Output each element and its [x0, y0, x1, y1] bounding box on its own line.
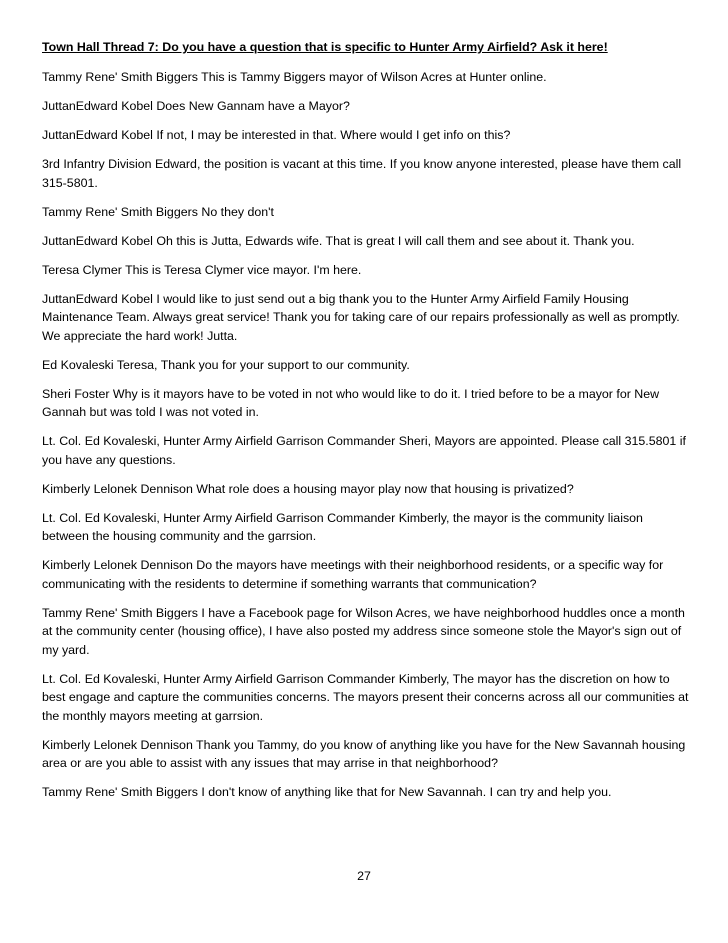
comment-paragraph: JuttanEdward Kobel Does New Gannam have a Mayor?: [42, 99, 350, 113]
page-number: 27: [357, 869, 371, 883]
comment-paragraph: Kimberly Lelonek Dennison Do the mayors have meetings with their neighborhood residents, or a specific way for communicating with the residents to determine if something warrants that communication?: [42, 558, 664, 591]
comment-paragraph: Teresa Clymer This is Teresa Clymer vice mayor. I'm here.: [42, 262, 362, 277]
comment-paragraph: 3rd Infantry Division Edward, the position is vacant at this time. If you know anyone interested, please have them call 315-5801.: [42, 157, 682, 190]
comment-paragraph: Lt. Col. Ed Kovaleski, Hunter Army Airfield Garrison Commander Kimberly, The mayor has the discretion on how to best engage and capture the communities concerns. The mayors present their concerns across all our communities at the monthly mayors meeting at garrsion.: [42, 671, 689, 723]
comment-paragraph: Tammy Rene' Smith Biggers No they don't: [42, 204, 274, 219]
comment-paragraph: Tammy Rene' Smith Biggers I have a Facebook page for Wilson Acres, we have neighborhood huddles once a month at the community center (housing office), I have also posted my address since someone stole the Mayor's sign out of my yard.: [42, 605, 685, 657]
comment-paragraph: JuttanEdward Kobel If not, I may be interested in that. Where would I get info on this?: [42, 128, 511, 142]
comment-paragraph: JuttanEdward Kobel I would like to just send out a big thank you to the Hunter Army Airfield Family Housing Maintenance Team. Always great service! Thank you for taking care of our repairs professionally as well as promptly. We appreciate the hard work! Jutta.: [42, 291, 680, 343]
comment-paragraph: Lt. Col. Ed Kovaleski, Hunter Army Airfield Garrison Commander Kimberly, the mayor is the community liaison between the housing community and the garrsion.: [42, 510, 643, 543]
thread-title: Town Hall Thread 7: Do you have a question that is specific to Hunter Army Airfield? Ask it here!: [42, 40, 608, 54]
comment-paragraph: Kimberly Lelonek Dennison What role does a housing mayor play now that housing is privatized?: [42, 481, 574, 496]
comment-paragraph: Kimberly Lelonek Dennison Thank you Tammy, do you know of anything like you have for the New Savannah housing area or are you able to assist with any issues that may arrise in that neighborhood?: [42, 737, 686, 770]
comment-paragraph: Sheri Foster Why is it mayors have to be voted in not who would like to do it. I tried before to be a mayor for New Gannah but was told I was not voted in.: [42, 386, 660, 419]
comment-paragraph: Lt. Col. Ed Kovaleski, Hunter Army Airfield Garrison Commander Sheri, Mayors are appointed. Please call 315.5801 if you have any questions.: [42, 434, 686, 467]
comment-paragraph: Ed Kovaleski Teresa, Thank you for your support to our community.: [42, 357, 410, 372]
comment-paragraph: JuttanEdward Kobel Oh this is Jutta, Edwards wife. That is great I will call them and see about it. Thank you.: [42, 233, 635, 248]
comment-paragraph: Tammy Rene' Smith Biggers I don't know of anything like that for New Savannah. I can try and help you.: [42, 785, 612, 799]
comment-paragraph: Tammy Rene' Smith Biggers This is Tammy Biggers mayor of Wilson Acres at Hunter online.: [42, 70, 547, 84]
document-page: [42, 38, 692, 812]
